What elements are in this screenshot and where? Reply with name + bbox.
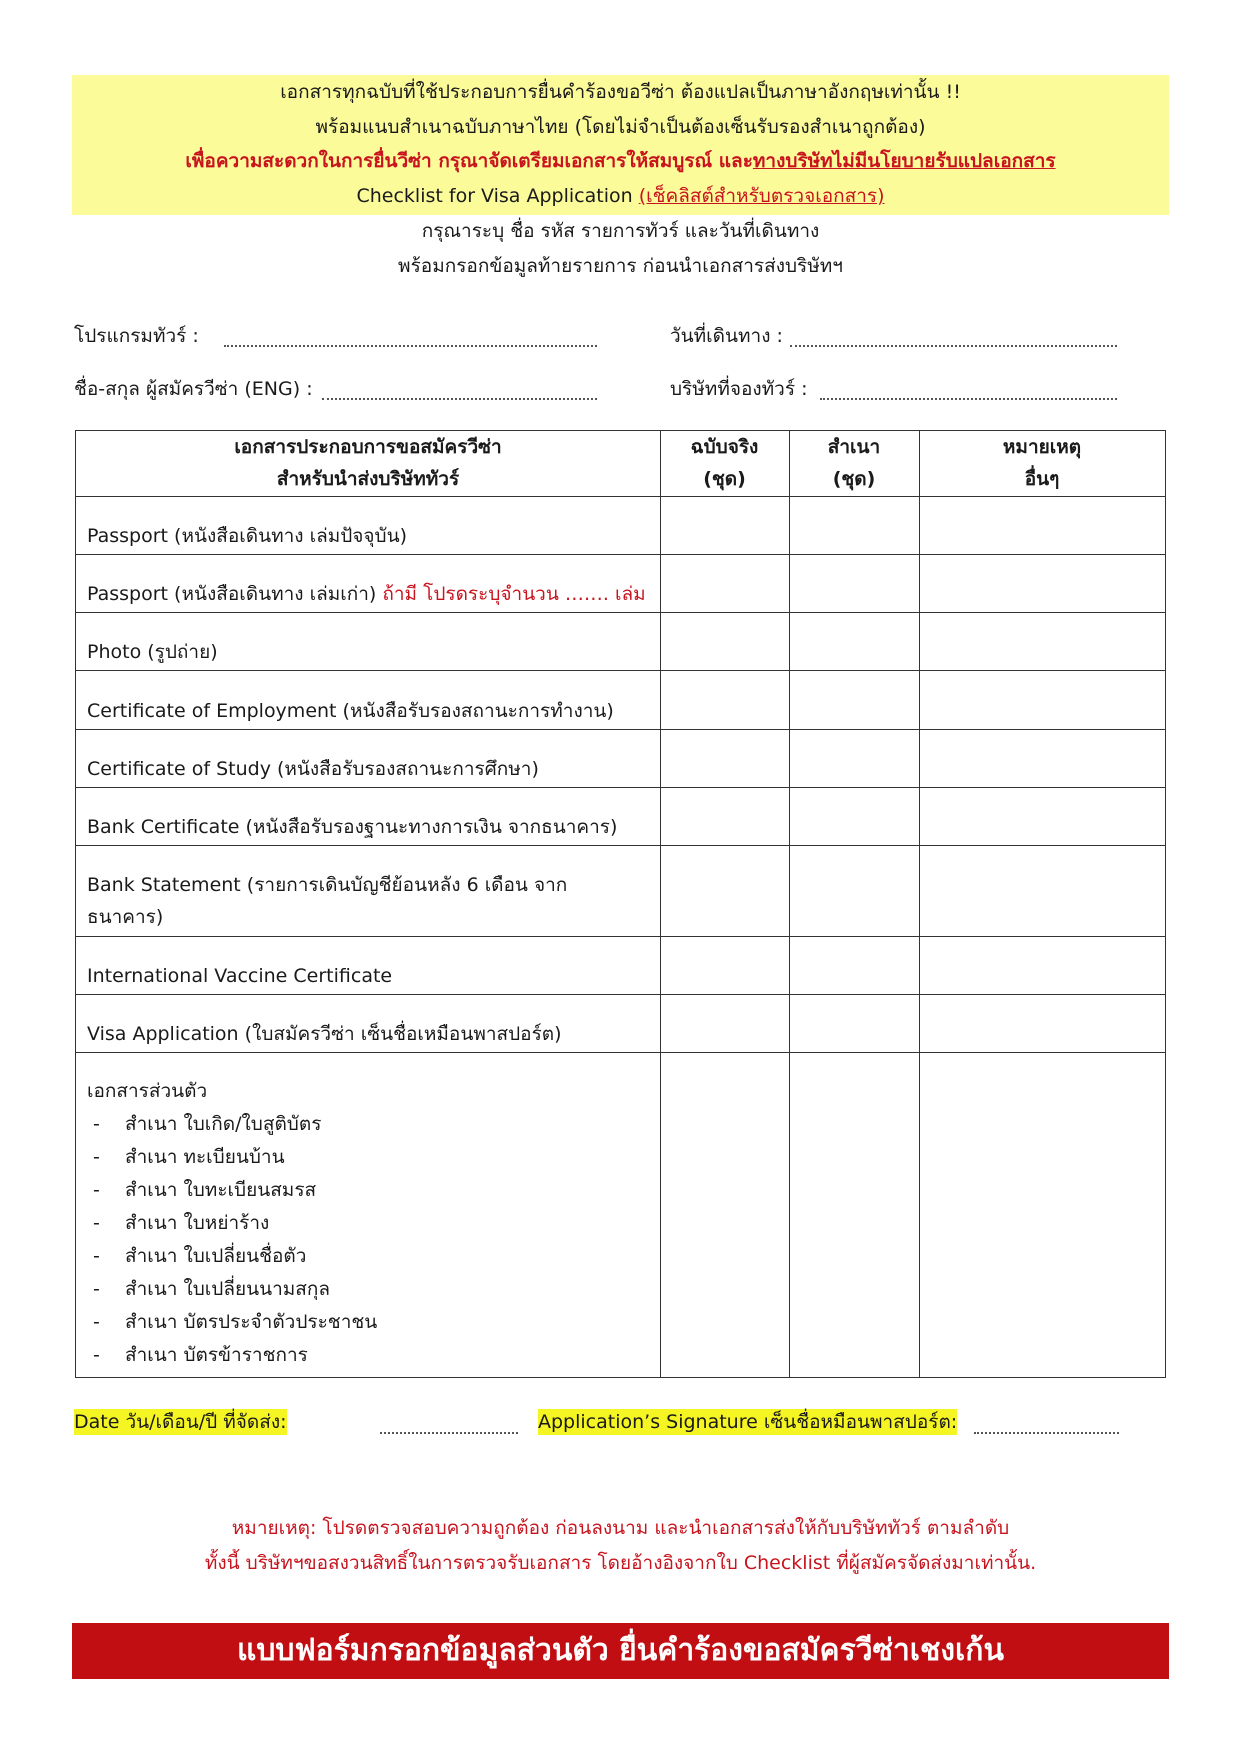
tour-program-field[interactable] [224,345,597,347]
booking-company-label: บริษัทที่จองทัวร์ : [670,378,808,400]
signature-field[interactable] [974,1432,1119,1434]
row-divider [76,845,1165,846]
header-documents [76,431,660,495]
list-item: - สำเนา บัตรประจำตัวประชาชน [93,1311,378,1333]
notice-line-1: เอกสารทุกฉบับที่ใช้ประกอบการยื่นคำร้องขอวีซ่า ต้องแปลเป็นภาษาอังกฤษเท่านั้น !! [280,81,961,103]
date-field[interactable] [380,1432,518,1434]
applicant-name-field[interactable] [322,398,597,400]
notice-line-3 [72,148,1169,174]
row-divider [76,612,1165,613]
header-copy-line-1: สำเนา [827,436,881,458]
row-divider [76,994,1165,995]
row-divider [76,670,1165,671]
row-bank-statement-line-1: Bank Statement (รายการเดินบัญชีย้อนหลัง 6 เดือน จาก [87,874,568,896]
header-original-line-2: (ชุด) [703,468,746,490]
row-passport-old-note: ถ้ามี โปรดระบุจำนวน ……. เล่ม [382,583,646,605]
remark-line-1: หมายเหตุ: โปรดตรวจสอบความถูกต้อง ก่อนลงนาม และนำเอกสารส่งให้กับบริษัททัวร์ ตามลำดับ [231,1517,1010,1539]
row-visa-application: Visa Application (ใบสมัครวีซ่า เซ็นชื่อเหมือนพาสปอร์ต) [87,1023,562,1045]
travel-date-field[interactable] [790,345,1117,347]
list-item: - สำเนา ใบหย่าร้าง [93,1212,270,1234]
row-certificate-employment: Certificate of Employment (หนังสือรับรองสถานะการทำงาน) [87,700,614,722]
form-banner: แบบฟอร์มกรอกข้อมูลส่วนตัว ยื่นคำร้องขอสมัครวีซ่าเชงเก้น [72,1623,1169,1679]
row-bank-statement-line-2: ธนาคาร) [87,906,164,928]
row-certificate-study: Certificate of Study (หนังสือรับรองสถานะการศึกษา) [87,758,539,780]
row-passport-old [87,578,646,610]
row-bank-certificate: Bank Certificate (หนังสือรับรองฐานะทางการเงิน จากธนาคาร) [87,816,618,838]
header-remarks [919,431,1165,495]
instruction-line-1: กรุณาระบุ ชื่อ รหัส รายการทัวร์ และวันที่เดินทาง [421,220,820,242]
remark-line-2: ทั้งนี้ บริษัทฯขอสงวนสิทธิ์ในการตรวจรับเอกสาร โดยอ้างอิงจากใบ Checklist ที่ผู้สมัครจัดส่งมาเท่านั้น. [204,1552,1037,1574]
header-copy-line-2: (ชุด) [832,468,876,490]
notice-box [72,75,1169,215]
checklist-title-th: (เช็คลิสต์สำหรับตรวจเอกสาร) [638,185,885,207]
row-vaccine-certificate: International Vaccine Certificate [87,965,393,987]
column-divider [660,431,661,1377]
row-divider [76,554,1165,555]
list-item: - สำเนา ใบเกิด/ใบสูติบัตร [93,1113,322,1135]
row-passport-current: Passport (หนังสือเดินทาง เล่มปัจจุบัน) [87,525,408,547]
header-original [660,431,789,495]
row-divider [76,1052,1165,1053]
instruction-line-2: พร้อมกรอกข้อมูลท้ายรายการ ก่อนนำเอกสารส่งบริษัทฯ [398,255,843,277]
checklist-title-en: Checklist for Visa Application [356,185,633,207]
list-item: - สำเนา ใบเปลี่ยนชื่อตัว [93,1245,307,1267]
row-divider [76,787,1165,788]
notice-line-3-part-b: ทางบริษัทไม่มีนโยบายรับแปลเอกสาร [752,150,1056,172]
personal-documents [87,1075,377,1372]
header-remarks-line-1: หมายเหตุ [1002,436,1082,458]
list-item: - สำเนา บัตรข้าราชการ [93,1344,308,1366]
notice-line-3-part-a: เพื่อความสะดวกในการยื่นวีซ่า กรุณาจัดเตรียมเอกสารให้สมบูรณ์ และ [185,150,753,172]
checklist-title [72,183,1169,209]
signature-label: Application’s Signature เซ็นชื่อหมือนพาสปอร์ต: [538,1411,958,1433]
notice-line-2: พร้อมแนบสำเนาฉบับภาษาไทย (โดยไม่จำเป็นต้องเซ็นรับรองสำเนาถูกต้อง) [315,116,926,138]
row-divider [76,936,1165,937]
applicant-name-label: ชื่อ-สกุล ผู้สมัครวีซ่า (ENG) : [74,378,313,400]
column-divider [789,431,790,1377]
travel-date-label: วันที่เดินทาง : [670,325,783,347]
row-passport-old-label: Passport (หนังสือเดินทาง เล่มเก่า) [87,583,377,605]
list-item: - สำเนา ใบเปลี่ยนนามสกุล [93,1278,331,1300]
header-copy [789,431,919,495]
header-documents-line-1: เอกสารประกอบการขอสมัครวีซ่า [234,436,502,458]
checklist-table [75,430,1166,1378]
row-divider [76,496,1165,497]
row-photo: Photo (รูปถ่าย) [87,641,218,663]
booking-company-field[interactable] [820,398,1117,400]
personal-documents-title: เอกสารส่วนตัว [87,1080,208,1102]
header-remarks-line-2: อื่นๆ [1024,468,1060,490]
header-documents-line-2: สำหรับนำส่งบริษัททัวร์ [276,468,460,490]
list-item: - สำเนา ใบทะเบียนสมรส [93,1179,317,1201]
list-item: - สำเนา ทะเบียนบ้าน [93,1146,285,1168]
tour-program-label: โปรแกรมทัวร์ : [74,325,199,347]
header-original-line-1: ฉบับจริง [690,436,759,458]
column-divider [919,431,920,1377]
row-divider [76,729,1165,730]
date-label: Date วัน/เดือน/ปี ที่จัดส่ง: [74,1411,287,1433]
